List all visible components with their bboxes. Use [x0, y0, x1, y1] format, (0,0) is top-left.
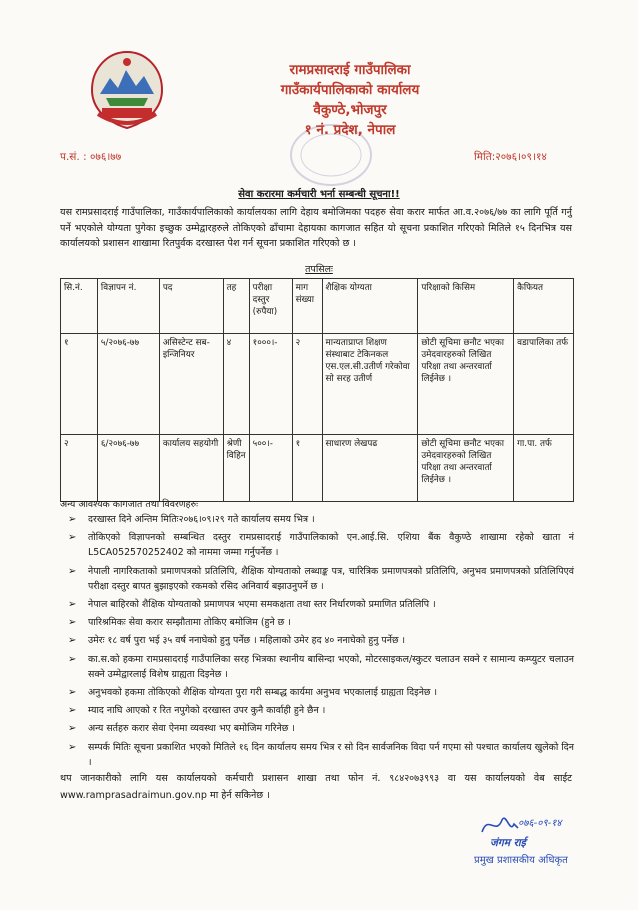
list-item-text: अनुभवको हकमा तोकिएको शैक्षिक योग्यता पुरा गरी सम्बद्ध कार्यमा अनुभव भएकालाई ग्राह्यता दिइनेछ । [88, 687, 438, 699]
contact-paragraph: थप जानकारीको लागि यस कार्यालयको कर्मचारी प्रशासन शाखा तथा फोन नं. ९८४२०७३९९३ वा यस कार्यालयको वेब साईट www.ramprasadraimun.gov.np मा हेर्न सकिनेछ । [60, 773, 572, 801]
table-cell: ५००।- [249, 435, 292, 502]
column-header: विज्ञापन नं. [97, 279, 159, 334]
table-cell: कार्यालय सहयोगी [159, 435, 223, 502]
list-item [68, 597, 574, 612]
table-cell: असिस्टेन्ट सब-इन्जिनियर [159, 334, 223, 435]
table-cell: ४ [223, 334, 249, 435]
header-line-1: रामप्रसादराई गाउँपालिका [289, 62, 411, 78]
arrow-bullet-icon: ➢ [68, 705, 77, 717]
table-header-row [61, 279, 574, 334]
notice-subject: सेवा करारमा कर्मचारी भर्ना सम्बन्धी सूचना!! [238, 189, 400, 200]
list-item [68, 685, 574, 700]
arrow-bullet-icon: ➢ [68, 687, 77, 699]
header-line-4: १ नं. प्रदेश, नेपाल [304, 122, 396, 138]
table-cell: छोटी सूचिमा छनौट भएका उमेदवारहरुको लिखित परिक्षा तथा अन्तरवार्ता लिईनेछ । [418, 435, 514, 502]
table-cell: १०००।- [249, 334, 292, 435]
table-cell: वडापालिका तर्फ [514, 334, 574, 435]
vacancy-table [60, 278, 574, 502]
list-item [68, 512, 574, 527]
table-cell: २ [292, 334, 322, 435]
arrow-bullet-icon: ➢ [68, 514, 77, 525]
column-header: परीक्षा दस्तुर (रुपैया) [249, 279, 292, 334]
list-item-text: तोकिएको विज्ञापनको सम्बन्धित दस्तुर रामप्रसादराई गाउँपालिकाको एन.आई.सि. एशिया बैंक वैकुण्ठे शाखामा रहेको खाता नं L5CA052570252402 को नाममा जम्मा गर्नुपर्नेछ । [88, 532, 574, 559]
list-item-text: नेपाल बाहिरको शैक्षिक योग्यताको प्रमाणपत्र भएमा समकक्षता तथा स्तर निर्धारणको प्रमाणित प्रतिलिपि । [88, 599, 436, 611]
list-item [68, 615, 574, 630]
arrow-bullet-icon: ➢ [68, 741, 77, 753]
list-item [68, 703, 574, 718]
table-cell: ६/२०७६-७७ [97, 435, 159, 502]
list-item-text: दरखास्त दिने अन्तिम मितिः२०७६।०९।२९ गते कार्यालय समय भित्र । [88, 514, 315, 525]
column-header: कैफियत [514, 279, 574, 334]
letter-date: मिति:२०७६।०९।१४ [474, 151, 547, 163]
list-item-text: अन्य सर्तहरु करार सेवा ऐनमा व्यवस्था भए बमोजिम गरिनेछ । [88, 723, 295, 735]
column-header: पद [159, 279, 223, 334]
list-item [68, 721, 574, 736]
requirements-list [68, 512, 574, 773]
column-header: सि.नं. [61, 279, 98, 334]
header-line-2: गाउँकार्यपालिकाको कार्यालय [280, 82, 420, 98]
list-item-text: उमेरः १८ वर्ष पुरा भई ३५ वर्ष ननाघेको हुनु पर्नेछ । महिलाको उमेर हद ४० ननाघेको हुनु पर्नेछ । [88, 635, 406, 647]
column-header: माग संख्या [292, 279, 322, 334]
arrow-bullet-icon: ➢ [68, 617, 77, 629]
list-item-text: म्याद नाघि आएको र रित नपुगेको दरखास्त उपर कुनै कार्वाही हुने छैन । [88, 705, 326, 717]
arrow-bullet-icon: ➢ [68, 635, 77, 647]
arrow-bullet-icon: ➢ [68, 599, 77, 611]
table-cell: ५/२०७६-७७ [97, 334, 159, 435]
list-item-text: का.स.को हकमा रामप्रसादराई गाउँपालिका सरह भित्रका स्थानीय बासिन्दा भएको, मोटरसाइकल/स्कुटर चलाउन सक्ने र सामान्य कम्प्युटर चलाउन सक्ने उम्मेद्वारलाई विशेष ग्राह्यता दिइनेछ । [88, 653, 574, 680]
list-item [68, 564, 574, 594]
other-documents-label: अन्य आवश्यक कागजात तथा विवरणहरुः [60, 499, 199, 510]
table-cell: छोटी सूचिमा छनौट भएका उमेदवारहरुको लिखित परिक्षा तथा अन्तरवार्ता लिईनेछ । [418, 334, 514, 435]
arrow-bullet-icon: ➢ [68, 653, 77, 665]
header-line-3: वैकुण्ठे,भोजपुर [313, 102, 387, 118]
list-item [68, 633, 574, 648]
list-item [68, 740, 574, 770]
intro-paragraph: यस रामप्रसादराई गाउँपालिका, गाउँकार्यपालिकाको कार्यालयका लागि देहाय बमोजिमका पदहरु सेवा करार मार्फत आ.व.२०७६/७७ का लागि पूर्ति गर्नु पर्ने भएकोले योग्यता पुगेका इच्छुक उम्मेद्वारहरुले तोकिएको ढाँचामा देहायका कागजात सहित यो सूचना प्रकाशित गरिएको मितिले १५ दिनभित्र यस कार्यालयको प्रशासन शाखामा रितपुर्वक दरखास्त पेश गर्न सूचना प्रकाशित गरिएको छ । [60, 207, 572, 249]
list-item [68, 652, 574, 682]
table-cell: मान्यताप्राप्त शिक्षण संस्थाबाट टेकिनकल एस.एल.सी.उतीर्ण गरेकोवा सो सरह उतीर्ण [322, 334, 418, 435]
arrow-bullet-icon: ➢ [68, 532, 77, 544]
arrow-bullet-icon: ➢ [68, 723, 77, 735]
reference-number: प.सं. : ०७६।७७ [60, 151, 122, 163]
column-header: शैक्षिक योग्यता [322, 279, 418, 334]
table-cell: श्रेणी विहिन [223, 435, 249, 502]
table-label: तपसिलः [305, 264, 333, 275]
list-item [68, 530, 574, 560]
list-item-text: नेपाली नागरिकताको प्रमाणपत्रको प्रतिलिपि, शैक्षिक योग्यताको लब्धाङ्क पत्र, चारित्रिक प्रमाणपत्रको प्रतिलिपि, अनुभव प्रमाणपत्रको प्रतिलिपिएवं परीक्षा दस्तुर बापत बुझाइएको रकमको रसिद अनिवार्य बझाउनुपर्ने छ । [88, 565, 574, 592]
list-item-text: पारिश्रमिकः सेवा करार सम्झौतामा तोकिए बमोजिम (हुने छ । [88, 617, 291, 629]
table-cell: साधारण लेखपढ [322, 435, 418, 502]
table-row [61, 334, 574, 435]
signatory-name: जंगम राई [490, 837, 526, 849]
column-header: तह [223, 279, 249, 334]
table-cell: गा.पा. तर्फ [514, 435, 574, 502]
table-cell: २ [61, 435, 98, 502]
table-cell: १ [61, 334, 98, 435]
svg-text:०७६-०९-१४: ०७६-०९-१४ [518, 818, 562, 829]
list-item-text: सम्पर्क मितिः सूचना प्रकाशित भएको मितिले १६ दिन कार्यालय समय भित्र र सो दिन सार्वजनिक विदा पर्न गएमा सो पश्चात कार्यालय खुलेको दिन । [88, 741, 574, 768]
column-header: परिक्षाको किसिम [418, 279, 514, 334]
nepal-emblem-icon [88, 48, 166, 134]
table-row [61, 435, 574, 502]
arrow-bullet-icon: ➢ [68, 565, 77, 577]
table-cell: १ [292, 435, 322, 502]
signatory-title: प्रमुख प्रशासकीय अधिकृत [474, 855, 568, 866]
